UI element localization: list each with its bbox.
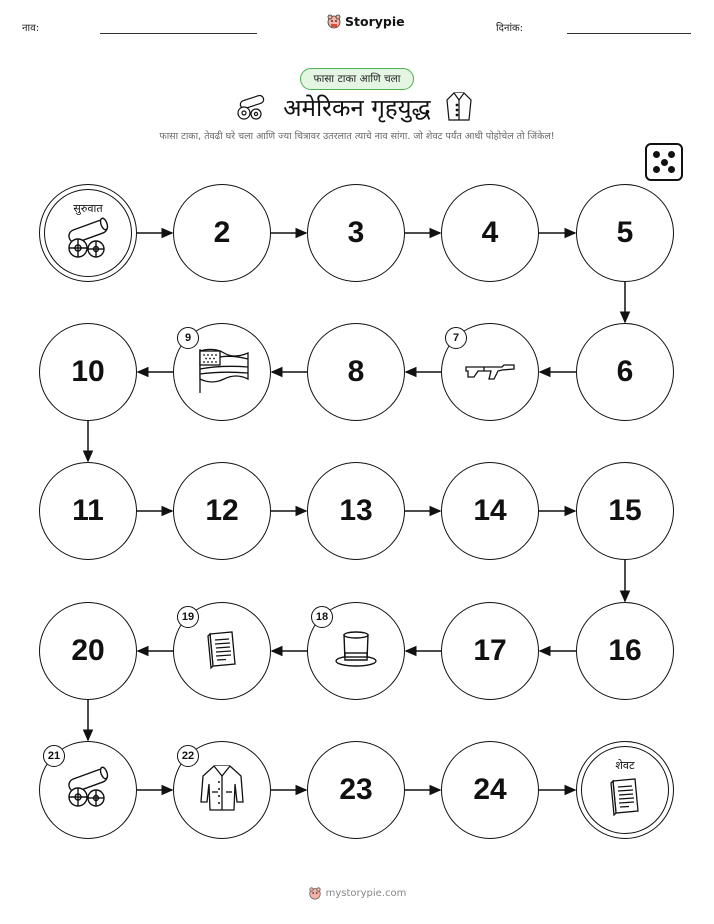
space-number-badge: 19 [177, 606, 199, 628]
space-number: 23 [339, 773, 373, 806]
footer-site: mystorypie.com [325, 887, 407, 899]
board-space[interactable] [307, 184, 405, 282]
board-space[interactable] [307, 462, 405, 560]
space-number-badge: 22 [177, 745, 199, 767]
board-space[interactable] [173, 184, 271, 282]
board-space[interactable] [576, 184, 674, 282]
board-space[interactable] [441, 602, 539, 700]
top-hat-icon [334, 629, 378, 673]
board-space[interactable] [39, 462, 137, 560]
space-number: 10 [71, 355, 105, 388]
board-space[interactable] [307, 602, 405, 700]
board-space[interactable] [441, 323, 539, 421]
board-space[interactable] [39, 741, 137, 839]
board-space[interactable] [441, 741, 539, 839]
board-space[interactable] [173, 462, 271, 560]
page-title: अमेरिकन गृहयुद्ध [283, 94, 431, 122]
board-space[interactable] [441, 462, 539, 560]
document-icon [607, 775, 643, 821]
storypie-mascot-icon [308, 886, 322, 900]
board-space[interactable] [173, 602, 271, 700]
board-space[interactable] [39, 602, 137, 700]
space-number: 5 [616, 216, 634, 249]
coat-icon [199, 762, 245, 818]
name-label: नाव: [22, 23, 40, 34]
space-number: 14 [473, 494, 507, 527]
document-icon [204, 628, 240, 674]
start-label: सुरुवात [73, 202, 103, 215]
space-number-badge: 9 [177, 327, 199, 349]
space-number: 11 [72, 494, 104, 527]
space-number: 13 [339, 494, 373, 527]
brand-name: Storypie [345, 13, 405, 29]
board-space[interactable] [173, 741, 271, 839]
space-number: 20 [71, 634, 105, 667]
board-space[interactable] [441, 184, 539, 282]
instructions: फासा टाका, तेवढी घरे चला आणि ज्या चित्रावर उतरलात त्याचे नाव सांगा. जो शेवट पर्यंत आधी पोहोचेल तो जिंकेल! [159, 131, 555, 142]
board-space[interactable] [576, 462, 674, 560]
space-number: 24 [473, 773, 507, 806]
space-number: 12 [205, 494, 239, 527]
space-number: 16 [608, 634, 642, 667]
space-number: 15 [608, 494, 642, 527]
flag-icon [192, 345, 252, 399]
cannon-icon [60, 217, 116, 265]
space-number-badge: 7 [445, 327, 467, 349]
space-number: 2 [213, 216, 231, 249]
cannon-icon [60, 766, 116, 814]
space-number: 17 [473, 634, 507, 667]
space-number: 4 [481, 216, 499, 249]
start-space[interactable] [39, 184, 137, 282]
space-number: 6 [616, 355, 634, 388]
board-space[interactable] [173, 323, 271, 421]
board-space[interactable] [576, 323, 674, 421]
board-space[interactable] [39, 323, 137, 421]
date-label: दिनांक: [496, 23, 524, 34]
rifle-icon [464, 359, 516, 385]
space-number: 8 [347, 355, 365, 388]
space-number: 3 [347, 216, 365, 249]
board-space[interactable] [576, 602, 674, 700]
footer [0, 886, 714, 900]
board-space[interactable] [307, 323, 405, 421]
end-label: शेवट [615, 759, 635, 772]
space-number-badge: 18 [311, 606, 333, 628]
space-number-badge: 21 [43, 745, 65, 767]
board-space[interactable] [307, 741, 405, 839]
game-type-badge: फासा टाका आणि चला [300, 68, 414, 90]
end-space[interactable] [576, 741, 674, 839]
